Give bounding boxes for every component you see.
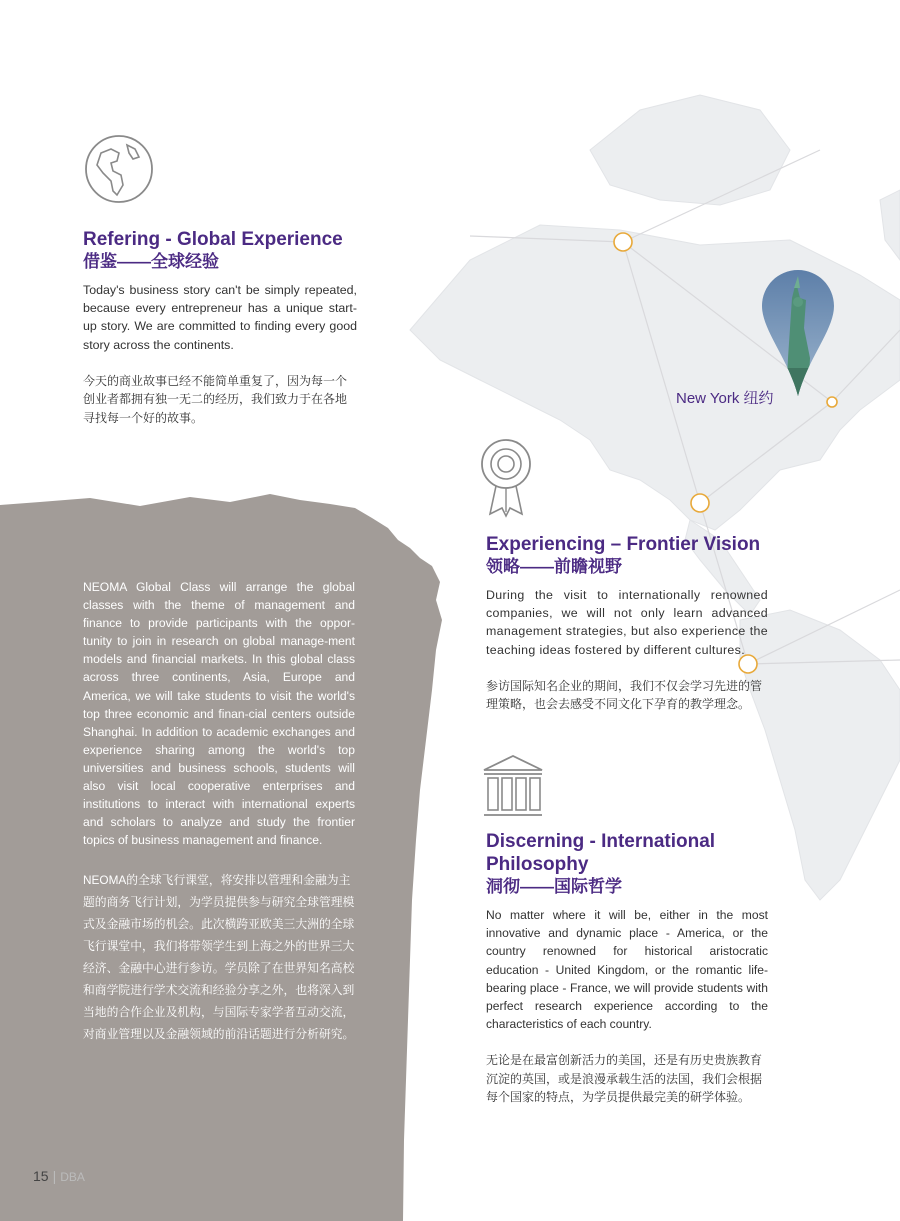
section-refering-body-zh: 今天的商业故事已经不能简单重复了，因为每一个创业者都拥有独一无二的经历，我们致力于在各地寻找每一个好的故事。 (83, 373, 348, 425)
section-refering-title-en: Refering - Global Experience (83, 229, 343, 250)
institution-icon (480, 752, 546, 820)
section-experiencing-body-en: During the visit to internationally renowned companies, we will not only learn advanced management strategies, but also experience the teaching ideas fostered by different cultures. (486, 588, 768, 657)
global-class-body-en: NEOMA Global Class will arrange the global classes with the theme of management and finance to provide participants with the oppor-tunity to join in research on global manage-ment models and financial markets. In this global class across three continents, Asia, Europe and America, we will take students to visit the world's top three economic and finan-cial centers outside Shanghai. In addition to academic exchanges and experience sharing among the world's top universities and business schools, students will also visit local cooperative enterprises and institutions to interact with international experts and scholars to analyze and study the frontier topics of business management and finance. (83, 580, 355, 848)
globe-icon (83, 133, 155, 205)
medal-icon (478, 436, 538, 520)
footer-label: DBA (60, 1170, 85, 1184)
section-experiencing-title-zh: 领略——前瞻视野 (486, 557, 622, 576)
section-refering-title-zh: 借鉴——全球经验 (83, 252, 219, 271)
footer-divider: | (52, 1168, 57, 1184)
global-class-body-zh: NEOMA的全球飞行课堂，将安排以管理和金融为主题的商务飞行计划，为学员提供参与研究全球管理模式及金融市场的机会。此次横跨亚欧美三大洲的全球飞行课堂中，我们将带领学生到上海之外的世界三大经济、金融中心进行参访。学员除了在世界知名高校和商学院进行学术交流和经验分享之外，也将深入到当地的合作企业及机构，与国际专家学者互动交流，对商业管理以及金融领域的前沿话题进行分析研究。 (83, 873, 355, 1042)
page-footer (33, 1168, 85, 1184)
section-discerning-title-en: Discerning - International Philosophy (486, 831, 716, 875)
page-number: 15 (33, 1168, 49, 1184)
section-refering-body-en: Today's business story can't be simply repeated, because every entrepreneur has a unique start-up story. We are committed to finding every good story across the continents. (83, 283, 357, 352)
section-experiencing-title-en: Experiencing – Frontier Vision (486, 534, 761, 555)
section-experiencing-body-zh: 参访国际知名企业的期间，我们不仅会学习先进的管理策略，也会去感受不同文化下孕育的教学理念。 (486, 678, 763, 712)
global-class-description (83, 578, 355, 1045)
section-refering (83, 228, 357, 427)
section-discerning (486, 830, 768, 1107)
new-york-label: New York 纽约 (676, 390, 774, 407)
section-experiencing (486, 533, 768, 714)
section-discerning-body-zh: 无论是在最富创新活力的美国，还是有历史贵族教育沉淀的英国，或是浪漫承载生活的法国，我们会根据每个国家的特点，为学员提供最完美的研学体验。 (486, 1053, 763, 1105)
new-york-map-pin (760, 268, 836, 398)
section-discerning-title-zh: 洞彻——国际哲学 (486, 877, 622, 896)
section-discerning-body-en: No matter where it will be, either in the most innovative and dynamic place - America, or the country renowned for historical aristocratic education - United Kingdom, or the romantic life-bearing place - France, we will provide students with perfect research experience according to the characteristics of each country. (486, 908, 768, 1032)
